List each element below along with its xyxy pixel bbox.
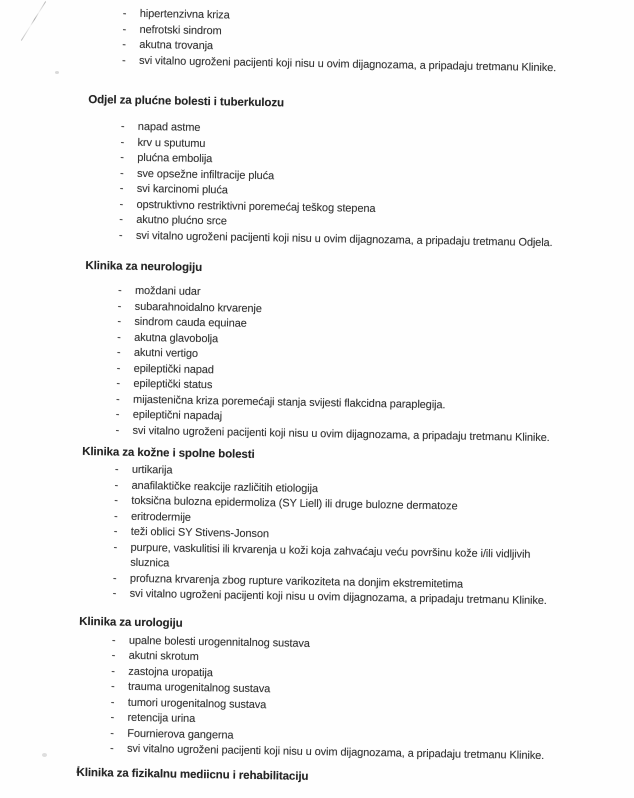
bullet-dash: -	[114, 479, 119, 492]
list-item-text: svi vitalno ugroženi pacijenti koji nisu u ovim dijagnozama, a pripadaju tretmanu Klinike.	[129, 587, 547, 608]
bullet-dash: -	[119, 167, 124, 180]
bullet-dash: -	[115, 408, 120, 421]
list-item-text: tumori urogenitalnog sustava	[127, 696, 267, 711]
list-item-text: opstruktivno restriktivni poremećaj teškog stepena	[136, 198, 376, 215]
list-item-text: upalne bolesti urogennitalnog sustava	[128, 634, 310, 650]
section-title: Klinika za neurologiju	[85, 259, 203, 274]
bullet-dash: -	[110, 726, 114, 740]
bullet-dash: -	[116, 393, 120, 406]
document-section	[76, 764, 616, 789]
section-item-list	[82, 283, 625, 447]
list-item-text: epileptički status	[133, 377, 213, 392]
list-item-text: purpure, vaskulitisi ili krvarenja u koži koja zahvaćaju veću površinu kože i/ili vidljivih sluznica	[130, 541, 531, 570]
list-item-text: anafilaktičke reakcije različitih etiologija	[131, 479, 319, 495]
bullet-dash: -	[113, 540, 118, 554]
bullet-dash: -	[112, 587, 117, 600]
bullet-dash: -	[113, 509, 118, 523]
scan-speck	[55, 71, 59, 74]
scan-speck	[42, 753, 47, 757]
bullet-dash: -	[120, 151, 125, 164]
document-section	[77, 613, 619, 765]
list-item-text: eritrodermije	[130, 510, 192, 524]
list-item-text: svi vitalno ugroženi pacijenti koji nisu u ovim dijagnozama, a pripadaju tretmanu Klinike.	[138, 54, 557, 74]
intro-item-list	[89, 6, 630, 77]
list-item-text: svi vitalno ugroženi pacijenti koji nisu u ovim dijagnozama, a pripadaju tretmanu Klinike.	[126, 742, 545, 763]
bullet-dash: -	[119, 213, 123, 226]
document-section	[80, 444, 623, 611]
scan-scratch-artifact	[21, 1, 46, 41]
list-item-text: zastojna uropatija	[128, 665, 213, 679]
bullet-dash: -	[111, 649, 116, 662]
section-item-list	[86, 119, 628, 252]
list-item-text: profuzna krvarenja zbog rupture varikoziteta na donjim ekstremitetima	[129, 572, 464, 591]
list-item-text: epileptični napadaj	[132, 408, 223, 423]
section-title: Klinika za fizikalnu mediicnu i rehabilitaciju	[76, 766, 309, 783]
list-item-text: urtikarija	[131, 463, 173, 477]
bullet-dash: -	[115, 424, 120, 437]
document-sections	[76, 92, 628, 790]
list-item-text: svi vitalno ugroženi pacijenti koji nisu u ovim dijagnozama, a pripadaju tretmanu Odjela.	[135, 229, 553, 249]
list-item-text: hipertenzivna kriza	[139, 7, 230, 22]
bullet-dash: -	[122, 23, 127, 36]
list-item-text: akutna trovanja	[139, 38, 214, 53]
bullet-dash: -	[117, 315, 122, 328]
bullet-dash: -	[112, 571, 117, 585]
bullet-dash: -	[110, 680, 115, 693]
list-item-text: retencija urina	[127, 711, 196, 725]
list-item-text: epileptički napad	[133, 362, 214, 376]
list-item-text: svi karcinomi pluća	[136, 182, 228, 197]
section-title: Klinika za kožne i spolne bolesti	[82, 445, 255, 461]
list-item-text: akutni vertigo	[133, 346, 199, 360]
section-title: Odjel za plućne bolesti i tuberkulozu	[88, 93, 285, 110]
bullet-dash: -	[111, 633, 116, 647]
list-item-text: subarahnoidalno krvarenje	[134, 300, 262, 315]
list-item-text: napad astme	[137, 120, 201, 134]
list-item-text: teži oblici SY Stivens-Jonson	[130, 525, 270, 541]
bullet-dash: -	[119, 198, 124, 211]
section-item-list	[80, 462, 622, 611]
list-item-text: akutno plućno srce	[136, 213, 227, 228]
list-item-text: toksična bulozna epidermoliza (SY Liell) ili druge bulozne dermatoze	[131, 494, 458, 513]
list-item-text: sve opsežne infiltracije pluća	[136, 167, 275, 182]
bullet-dash: -	[118, 229, 123, 242]
bullet-dash: -	[114, 494, 119, 507]
bullet-dash: -	[111, 664, 116, 678]
bullet-dash: -	[114, 463, 119, 476]
list-item-text: svi vitalno ugroženi pacijenti koji nisu u ovim dijagnozama, a pripadaju tretmanu Klinike.	[132, 424, 550, 444]
list-item-text: Fournierova gangerna	[127, 727, 234, 742]
bullet-dash: -	[109, 742, 114, 755]
list-item-text: trauma urogenitalnog sustava	[127, 680, 271, 696]
bullet-dash: -	[113, 525, 118, 538]
bullet-dash: -	[110, 695, 115, 709]
bullet-dash: -	[122, 38, 126, 51]
section-title: Klinika za urologiju	[79, 615, 183, 630]
bullet-dash: -	[116, 362, 121, 375]
list-item-text: moždani udar	[134, 284, 201, 298]
list-item-text: akutna glavobolja	[134, 331, 219, 345]
list-item-text: krv u sputumu	[137, 136, 206, 150]
bullet-dash: -	[120, 120, 125, 133]
list-item-text: sindrom cauda equinae	[134, 315, 247, 330]
bullet-dash: -	[119, 182, 124, 195]
list-item-text: plućna embolija	[137, 151, 213, 166]
bullet-dash: -	[116, 346, 121, 359]
bullet-dash: -	[122, 7, 127, 20]
section-item-list	[77, 632, 619, 765]
list-item-text: nefrotski sindrom	[139, 23, 222, 37]
document-section	[86, 92, 629, 252]
bullet-dash: -	[110, 711, 115, 724]
bullet-dash: -	[117, 300, 122, 313]
bullet-dash: -	[117, 284, 122, 297]
list-item-text: mijastenična kriza poremećaji stanja svijesti flakcidna paraplegija.	[133, 393, 446, 411]
bullet-dash: -	[117, 331, 121, 344]
list-item-text: akutni skrotum	[128, 649, 199, 663]
bullet-dash: -	[116, 377, 121, 390]
bullet-dash: -	[121, 54, 126, 67]
document-section	[82, 258, 625, 447]
bullet-dash: -	[120, 136, 125, 149]
document-content	[76, 4, 629, 790]
